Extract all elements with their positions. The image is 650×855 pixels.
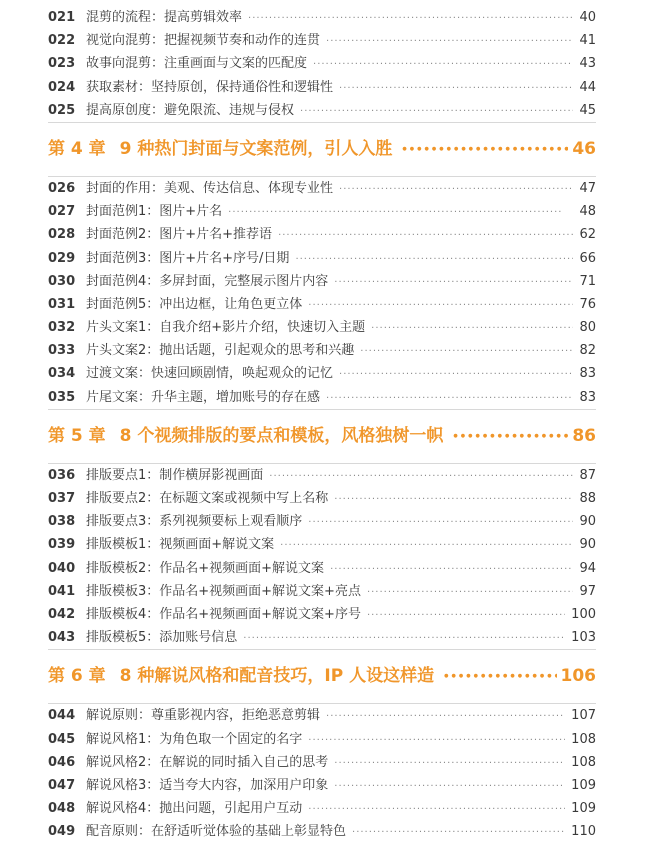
toc-entry[interactable]	[48, 464, 596, 487]
entry-number: 049	[48, 824, 76, 840]
dot-leader	[402, 132, 568, 166]
entry-page: 88	[579, 491, 596, 506]
toc-entry[interactable]	[48, 533, 596, 556]
entry-page: 40	[579, 10, 596, 25]
chapter-title: 8 种解说风格和配音技巧，IP 人设这样造	[119, 666, 435, 687]
entry-page: 83	[579, 389, 596, 405]
entry-page: 66	[579, 250, 596, 266]
entry-title: 配音原则：在舒适听觉体验的基础上彰显特色	[86, 824, 347, 840]
chapter-title: 9 种热门封面与文案范例，引人入胜	[119, 138, 393, 159]
dot-leader	[367, 604, 565, 627]
toc-entry[interactable]	[48, 223, 596, 246]
entry-title: 片头文案2：抛出话题，引起观众的思考和兴趣	[86, 343, 355, 359]
entry-number: 043	[48, 630, 76, 646]
entry-page: 44	[579, 79, 596, 95]
entry-page: 110	[571, 824, 596, 840]
entry-page: 48	[579, 204, 596, 220]
dot-leader	[308, 798, 565, 821]
entry-number: 033	[48, 343, 76, 359]
toc-entry[interactable]	[48, 200, 596, 223]
entry-title: 排版模板3：作品名+视频画面+解说文案+亮点	[86, 583, 361, 599]
entry-number: 029	[48, 250, 76, 266]
entry-number: 040	[48, 560, 76, 576]
entry-title: 封面范例5：冲出边框，让角色更立体	[86, 296, 303, 312]
dot-leader	[280, 534, 573, 557]
entry-page: 100	[571, 606, 596, 622]
entry-title: 解说风格2：在解说的同时插入自己的思考	[86, 754, 329, 770]
dot-leader	[334, 752, 565, 775]
entry-title: 排版模板1：视频画面+解说文案	[86, 537, 275, 553]
dot-leader	[313, 53, 573, 76]
entry-page: 90	[579, 537, 596, 553]
toc-entry[interactable]	[48, 29, 596, 52]
dot-leader	[334, 488, 573, 511]
toc-entry[interactable]	[48, 247, 596, 270]
toc-entry[interactable]	[48, 704, 596, 727]
dot-leader	[308, 294, 573, 317]
dot-leader	[228, 201, 573, 224]
entry-page: 109	[571, 801, 596, 817]
toc-entry[interactable]	[48, 487, 596, 510]
entry-number: 044	[48, 708, 76, 724]
dot-leader	[269, 465, 573, 488]
entry-number: 045	[48, 731, 76, 747]
chapter-title: 8 个视频排版的要点和模板，风格独树一帜	[119, 425, 444, 446]
entry-title: 封面范例3：图片+片名+序号/日期	[86, 250, 290, 266]
entry-page: 83	[579, 366, 596, 382]
toc-entry[interactable]	[48, 774, 596, 797]
entry-title: 排版要点2：在标题文案或视频中写上名称	[86, 491, 329, 506]
entry-title: 封面范例2：图片+片名+推荐语	[86, 227, 273, 243]
dot-leader	[308, 729, 565, 752]
entry-title: 排版模板4：作品名+视频画面+解说文案+序号	[86, 606, 361, 622]
entry-title: 排版要点3：系列视频要标上观看顺序	[86, 514, 303, 530]
entry-number: 025	[48, 102, 76, 118]
entry-number: 034	[48, 366, 76, 382]
entry-title: 封面的作用：美观、传达信息、体现专业性	[86, 180, 334, 196]
toc-entry[interactable]	[48, 99, 596, 122]
chapter-label: 第 5 章	[48, 425, 106, 446]
chapter-4-heading[interactable]	[48, 132, 596, 166]
toc-entry[interactable]	[48, 362, 596, 385]
entry-page: 107	[571, 708, 596, 724]
entry-number: 031	[48, 296, 76, 312]
dot-leader	[339, 178, 573, 201]
dot-leader	[339, 363, 573, 386]
entry-number: 037	[48, 491, 76, 506]
toc-group-1	[48, 6, 596, 122]
dot-leader	[334, 775, 565, 798]
entry-title: 排版要点1：制作横屏影视画面	[86, 467, 264, 483]
entry-page: 76	[579, 296, 596, 312]
chapter-label: 第 6 章	[48, 666, 106, 687]
entry-title: 视觉向混剪：把握视频节奏和动作的连贯	[86, 33, 321, 49]
dot-leader	[326, 30, 573, 53]
entry-number: 022	[48, 33, 76, 49]
entry-number: 024	[48, 79, 76, 95]
entry-title: 过渡文案：快速回顾剧情，唤起观众的记忆	[86, 366, 334, 382]
toc-entry[interactable]	[48, 177, 596, 200]
entry-title: 解说原则：尊重影视内容，拒绝恶意剪辑	[86, 708, 321, 724]
chapter-6-heading[interactable]	[48, 659, 596, 693]
entry-title: 解说风格1：为角色取一个固定的名字	[86, 731, 303, 747]
toc-group-4	[48, 704, 596, 843]
entry-page: 47	[579, 180, 596, 196]
toc-entry[interactable]	[48, 6, 596, 29]
entry-title: 排版模板2：作品名+视频画面+解说文案	[86, 560, 325, 576]
entry-page: 97	[579, 583, 596, 599]
dot-leader	[326, 705, 565, 728]
dot-leader	[334, 271, 573, 294]
entry-page: 109	[571, 777, 596, 793]
entry-number: 032	[48, 320, 76, 336]
entry-page: 62	[579, 227, 596, 243]
toc-entry[interactable]	[48, 728, 596, 751]
toc-entry[interactable]	[48, 626, 596, 649]
toc-entry[interactable]	[48, 52, 596, 75]
dot-leader	[300, 100, 573, 123]
entry-number: 021	[48, 10, 76, 25]
entry-number: 046	[48, 754, 76, 770]
entry-page: 90	[579, 514, 596, 530]
dot-leader	[330, 558, 573, 581]
entry-title: 获取素材：坚持原创，保持通俗性和逻辑性	[86, 79, 334, 95]
entry-page: 45	[579, 102, 596, 118]
entry-number: 038	[48, 514, 76, 530]
entry-number: 047	[48, 777, 76, 793]
toc-group-2	[48, 177, 596, 409]
dot-leader	[444, 659, 556, 693]
entry-title: 封面范例1：图片+片名	[86, 204, 223, 220]
chapter-label: 第 4 章	[48, 138, 106, 159]
dot-leader	[367, 581, 574, 604]
entry-number: 023	[48, 56, 76, 72]
dot-leader	[371, 317, 573, 340]
dot-leader	[248, 7, 573, 30]
entry-title: 解说风格4：抛出问题，引起用户互动	[86, 801, 303, 817]
entry-number: 042	[48, 606, 76, 622]
dot-leader	[326, 387, 573, 410]
entry-title: 故事向混剪：注重画面与文案的匹配度	[86, 56, 308, 72]
toc-entry[interactable]	[48, 76, 596, 99]
toc-entry[interactable]	[48, 316, 596, 339]
entry-page: 41	[579, 33, 596, 49]
toc-entry[interactable]	[48, 293, 596, 316]
toc-entry[interactable]	[48, 751, 596, 774]
toc-entry[interactable]	[48, 820, 596, 843]
entry-page: 71	[579, 273, 596, 289]
toc-entry[interactable]	[48, 557, 596, 580]
toc-entry[interactable]	[48, 580, 596, 603]
entry-page: 80	[579, 320, 596, 336]
dot-leader	[339, 77, 573, 100]
entry-page: 43	[579, 56, 596, 72]
dot-leader	[308, 511, 573, 534]
toc-entry[interactable]	[48, 603, 596, 626]
dot-leader	[278, 224, 573, 247]
entry-title: 片尾文案：升华主题，增加账号的存在感	[86, 389, 321, 405]
toc-entry[interactable]	[48, 339, 596, 362]
chapter-page: 86	[572, 425, 596, 446]
entry-title: 封面范例4：多屏封面，完整展示图片内容	[86, 273, 329, 289]
entry-number: 026	[48, 180, 76, 196]
entry-page: 82	[579, 343, 596, 359]
table-of-contents	[48, 6, 596, 843]
entry-number: 036	[48, 467, 76, 483]
entry-title: 解说风格3：适当夸大内容，加深用户印象	[86, 777, 329, 793]
toc-entry[interactable]	[48, 386, 596, 409]
dot-leader	[453, 419, 568, 453]
chapter-5-heading[interactable]	[48, 419, 596, 453]
toc-entry[interactable]	[48, 510, 596, 533]
entry-page: 94	[579, 560, 596, 576]
entry-number: 027	[48, 204, 76, 220]
chapter-page: 46	[572, 138, 596, 159]
entry-number: 028	[48, 227, 76, 243]
entry-title: 提高原创度：避免限流、违规与侵权	[86, 102, 295, 118]
dot-leader	[360, 340, 573, 363]
entry-title: 混剪的流程：提高剪辑效率	[86, 10, 243, 25]
entry-number: 030	[48, 273, 76, 289]
dot-leader	[243, 627, 565, 650]
entry-title: 片头文案1：自我介绍+影片介绍，快速切入主题	[86, 320, 366, 336]
toc-entry[interactable]	[48, 270, 596, 293]
entry-page: 108	[571, 731, 596, 747]
entry-page: 87	[579, 467, 596, 483]
entry-number: 048	[48, 801, 76, 817]
entry-title: 排版模板5：添加账号信息	[86, 630, 238, 646]
toc-group-3	[48, 464, 596, 650]
entry-number: 039	[48, 537, 76, 553]
dot-leader	[295, 248, 573, 271]
dot-leader	[352, 821, 565, 844]
entry-number: 035	[48, 389, 76, 405]
chapter-page: 106	[560, 666, 596, 687]
entry-page: 108	[571, 754, 596, 770]
toc-entry[interactable]	[48, 797, 596, 820]
entry-number: 041	[48, 583, 76, 599]
entry-page: 103	[571, 630, 596, 646]
